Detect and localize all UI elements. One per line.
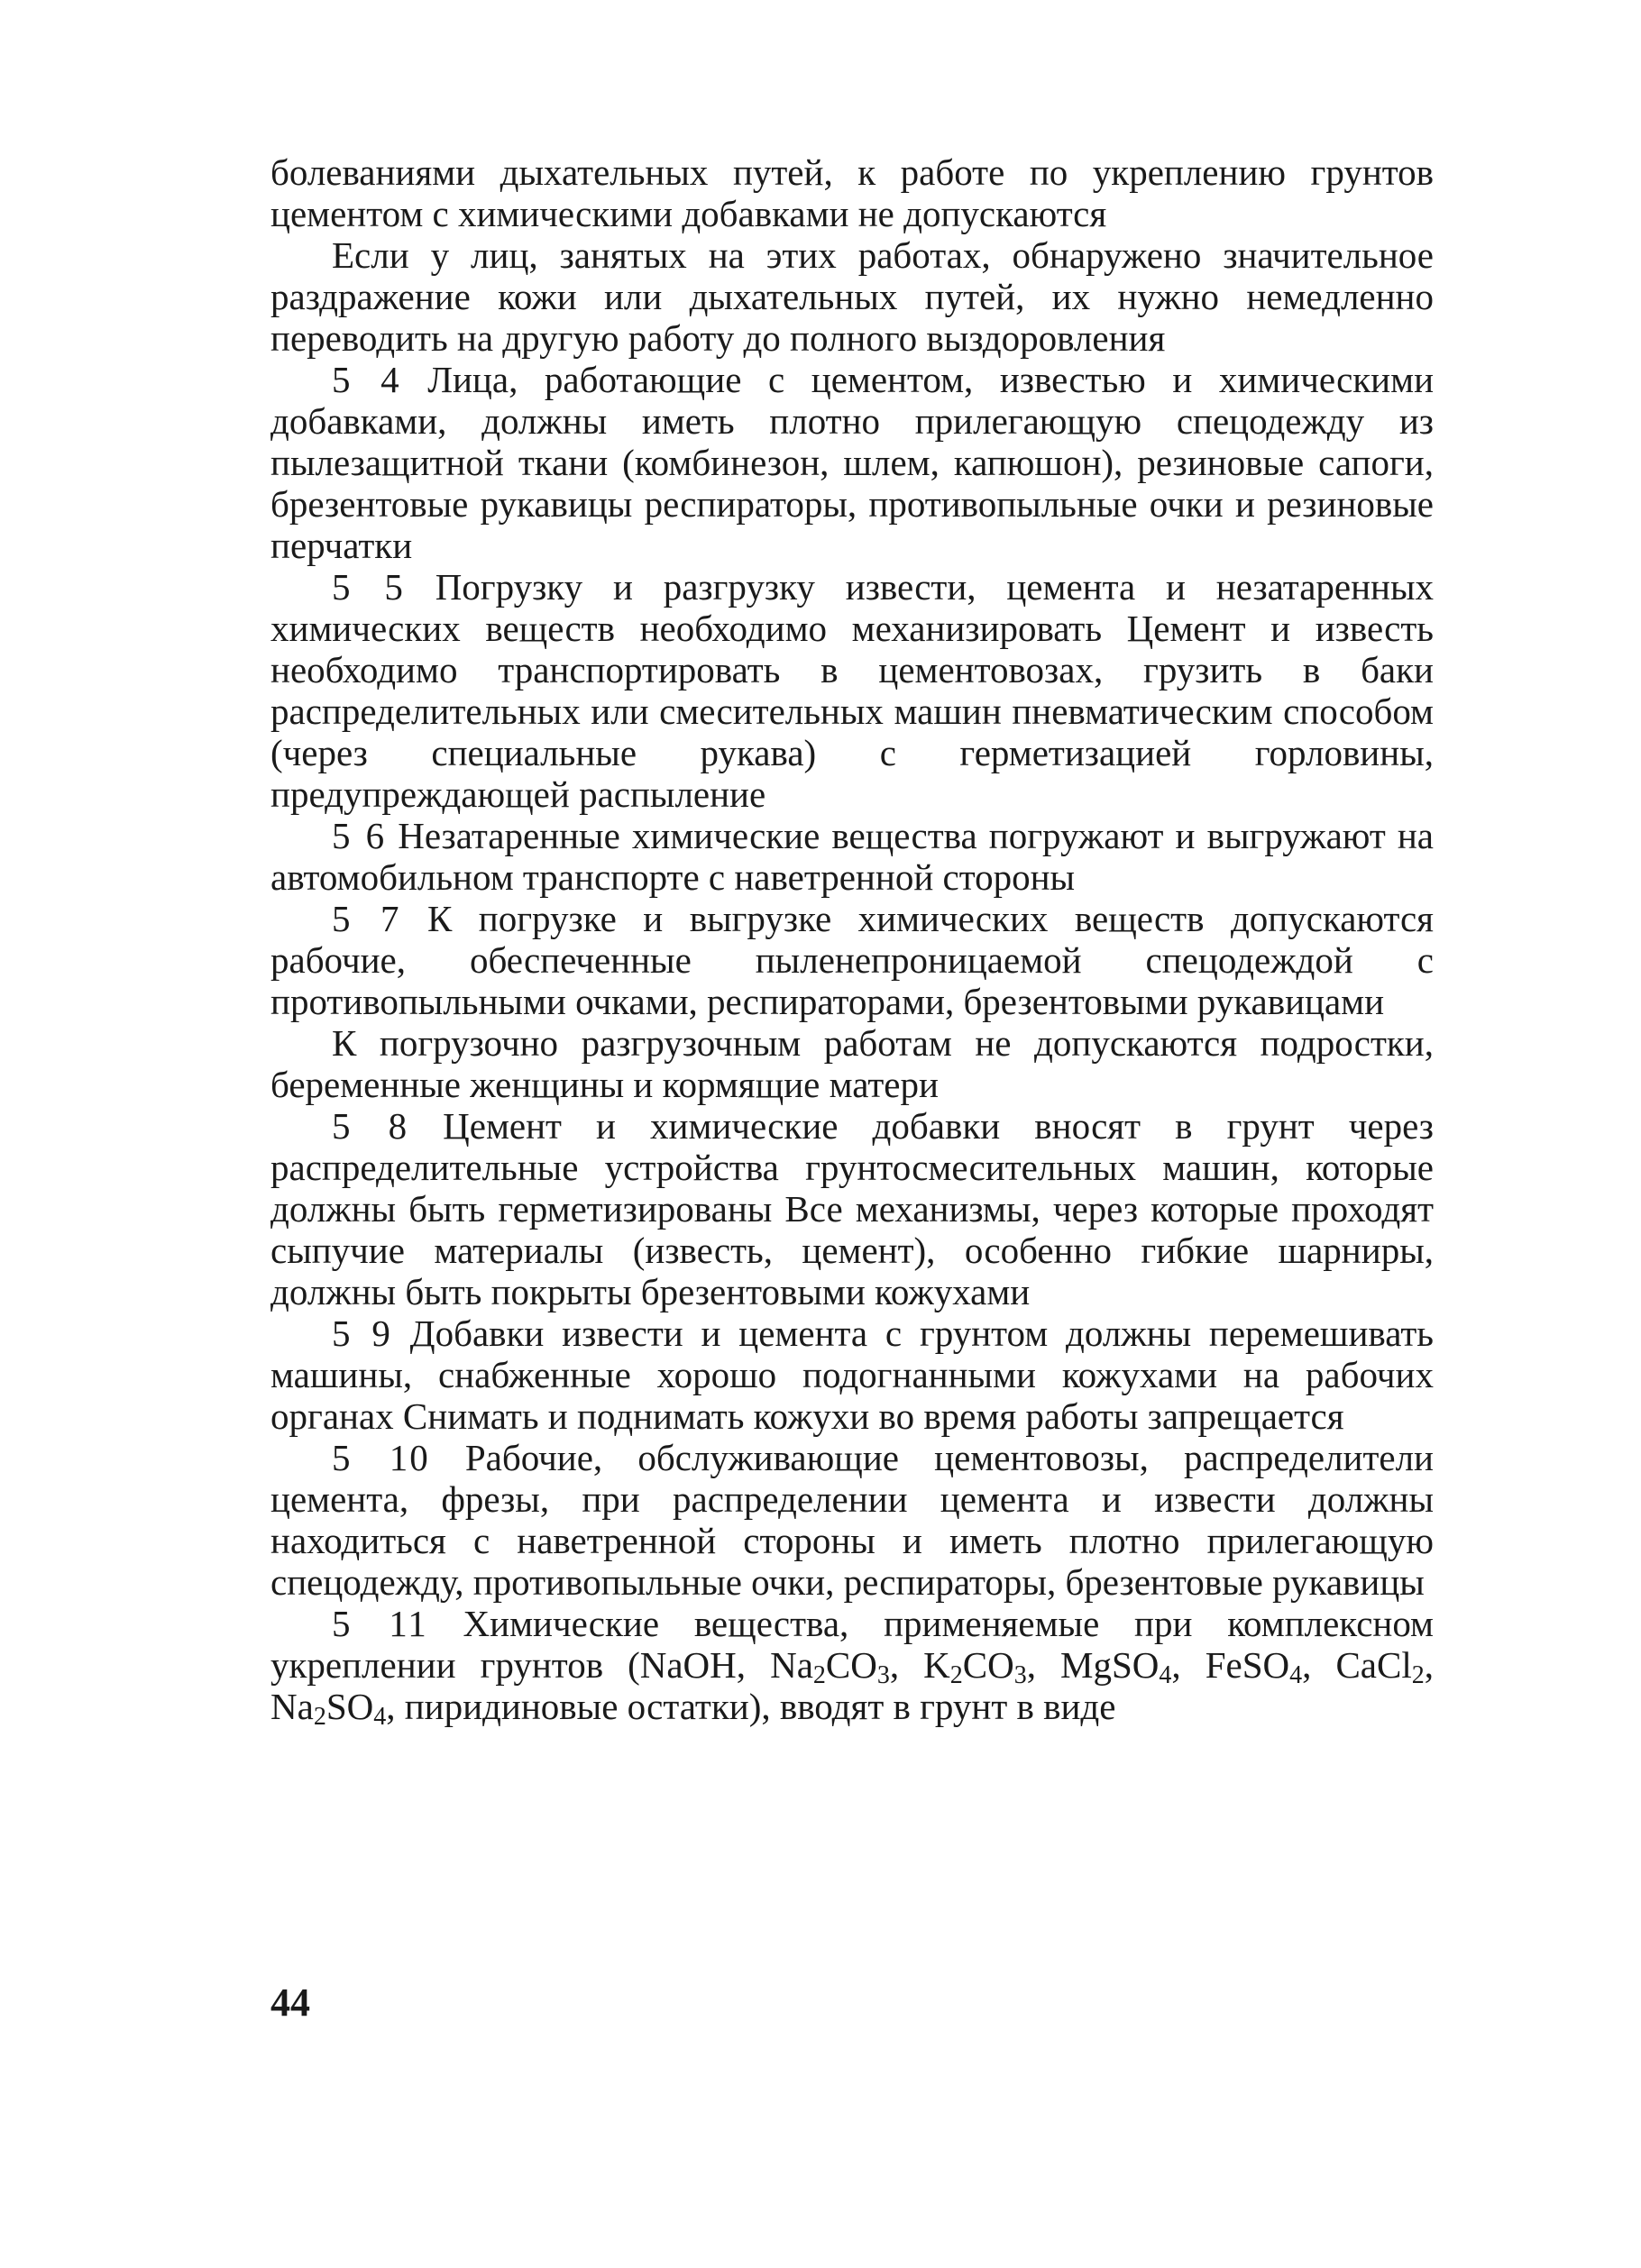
subscript: 2 [812,1661,826,1689]
document-body [270,151,1435,1731]
subscript: 2 [1411,1661,1425,1689]
paragraph-text: Рабочие, обслуживающие цементовозы, распределители цемента, фрезы, при распределении цемента и извести должны находиться с наветренной стороны и иметь плотно прилегающую спецодежду, противопыльные очки, респираторы, брезентовые рукавицы [270,1437,1434,1603]
text-segment: SO [325,1686,374,1727]
paragraph-text: Погрузку и разгрузку извести, цемента и незатаренных химических веществ необходимо механизировать Цемент и известь необходимо транспортировать в цементовозах, грузить в баки распределительных или смесительных машин пневматическим способом (через специальные рукава) с герметизацией горловины, предупреждающей распыление [270,566,1435,815]
paragraph-text: Если у лиц, занятых на этих работах, обнаружено значительное раздражение кожи или дыхательных путей, их нужно немедленно переводить на другую работу до полного выздоровления [270,234,1434,359]
paragraph-5-7 [270,898,1434,1022]
paragraph-text: Цемент и химические добавки вносят в грунт через распределительные устройства грунтосмесительных машин, которые должны быть герметизированы Все механизмы, через которые проходят сыпучие материалы (известь, цемент), особенно гибкие шарниры, должны быть покрыты брезентовыми кожухами [270,1105,1435,1312]
paragraph-text: Незатаренные химические вещества погружают и выгружают на автомобильном транспорте с наветренной стороны [270,815,1435,898]
text-segment: , Na [270,1644,1434,1727]
paragraph-text: К погрузочно разгрузочным работам не допускаются подростки, беременные женщины и кормящие матери [270,1022,1434,1105]
text-segment: , MgSO [1026,1644,1160,1686]
paragraph-5-8 [270,1105,1434,1312]
subscript: 4 [373,1703,387,1731]
paragraph-number: 5 6 [332,815,387,856]
subscript: 2 [313,1703,326,1731]
paragraph-number: 5 10 [332,1437,430,1478]
page-number: 44 [270,1980,310,2025]
paragraph-5-6 [270,815,1434,898]
subscript: 2 [949,1661,963,1689]
paragraph-text: Добавки извести и цемента с грунтом должны перемешивать машины, снабженные хорошо подогнанными кожухами на рабочих органах Снимать и поднимать кожухи во время работы запрещается [270,1312,1434,1437]
subscript: 4 [1289,1661,1303,1689]
paragraph-5-9 [270,1312,1434,1437]
paragraph-number: 5 7 [332,898,401,939]
paragraph-5-4 [270,359,1434,566]
subscript: 3 [876,1661,890,1689]
text-segment: CO [962,1644,1014,1686]
paragraph-number: 5 11 [332,1603,428,1644]
text-segment: , FeSO [1171,1644,1290,1686]
paragraph-number: 5 4 [332,359,401,400]
paragraph-number: 5 8 [332,1105,409,1147]
paragraph-number: 5 9 [332,1312,392,1354]
paragraph-text [270,1603,1434,1731]
text-segment: CO [825,1644,877,1686]
paragraph-text: Лица, работающие с цементом, известью и химическими добавками, должны иметь плотно прилегающую спецодежду из пылезащитной ткани (комбинезон, шлем, капюшон), резиновые сапоги, брезентовые рукавицы респираторы, противопыльные очки и резиновые перчатки [270,359,1435,566]
paragraph-5-10 [270,1437,1434,1603]
paragraph-continuation [270,151,1434,234]
subscript: 4 [1159,1661,1172,1689]
paragraph [270,1022,1434,1105]
paragraph [270,234,1434,359]
subscript: 3 [1013,1661,1027,1689]
paragraph-5-11 [270,1603,1434,1731]
text-segment: Химические вещества, применяемые при комплексном укреплении грунтов (NaOH, Na [270,1603,1434,1686]
text-segment: , K [889,1644,950,1686]
paragraph-number: 5 5 [332,566,405,608]
text-segment: , пиридиновые остатки), вводят в грунт в виде [386,1686,1116,1727]
paragraph-5-5 [270,566,1434,815]
text-segment: , CaCl [1302,1644,1412,1686]
paragraph-text: К погрузке и выгрузке химических веществ допускаются рабочие, обеспеченные пыленепроницаемой спецодеждой с противопыльными очками, респираторами, брезентовыми рукавицами [270,898,1434,1022]
paragraph-text: болеваниями дыхательных путей, к работе по укреплению грунтов цементом с химическими добавками не допускаются [270,151,1434,234]
